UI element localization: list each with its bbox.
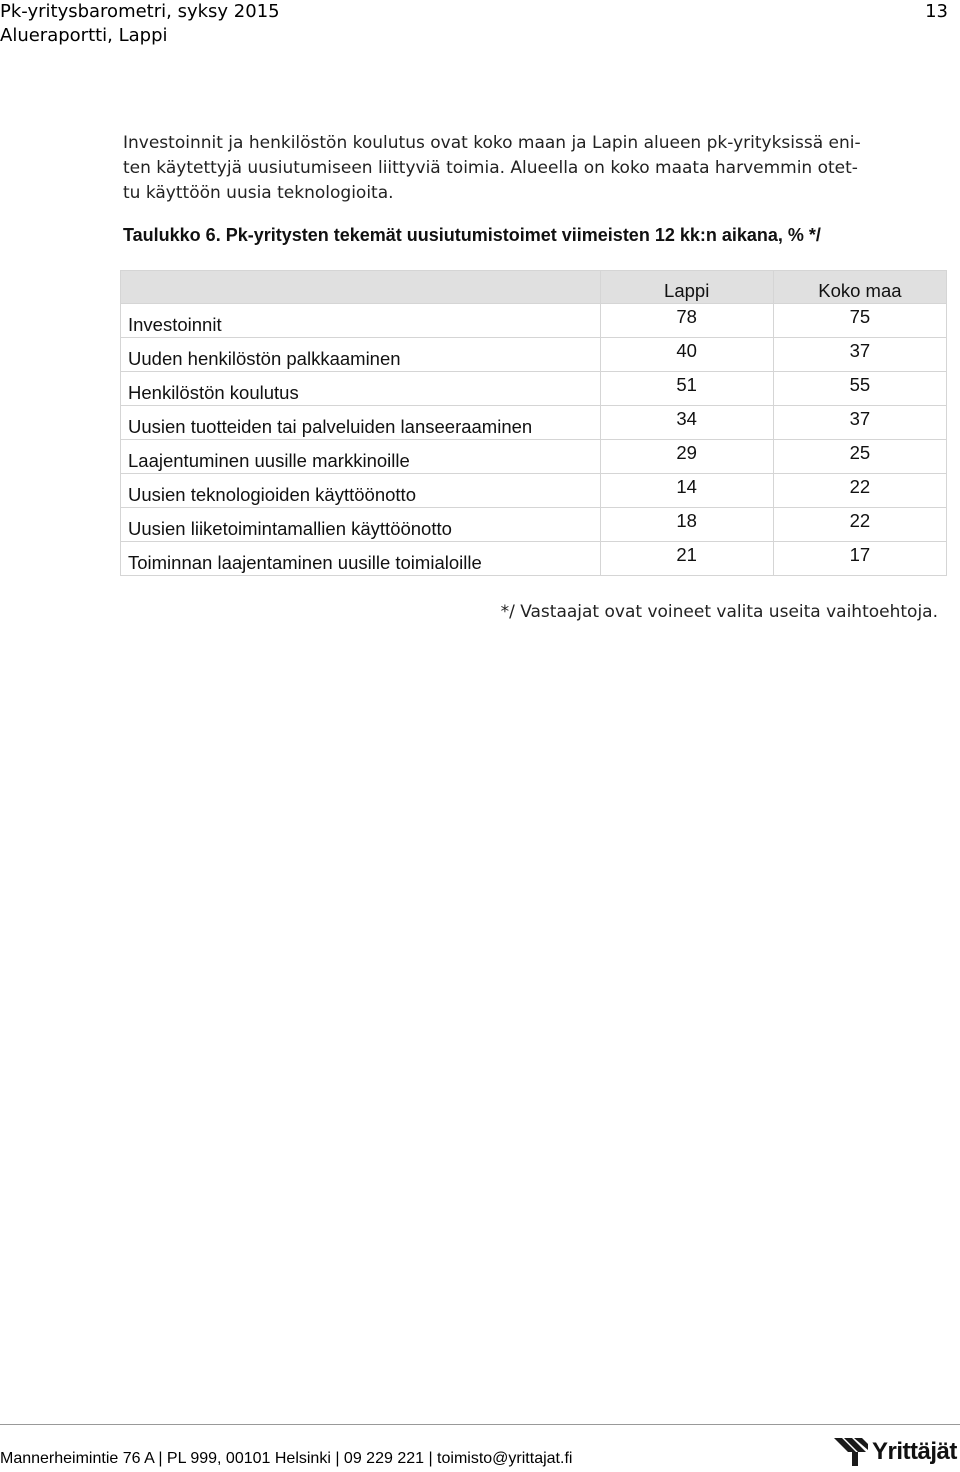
lappi-value: 18	[600, 508, 773, 542]
renewal-actions-table	[120, 270, 947, 576]
table-row	[121, 372, 947, 406]
table-row	[121, 542, 947, 576]
row-label: Laajentuminen uusille markkinoille	[121, 440, 601, 474]
intro-line: tu käyttöön uusia teknologioita.	[123, 183, 394, 203]
intro-line: ten käytettyjä uusiutumiseen liittyviä toimia. Alueella on koko maata harvemmin otet-	[123, 158, 858, 178]
document-title: Pk-yritysbarometri, syksy 2015	[0, 1, 280, 22]
table-footnote: */ Vastaajat ovat voineet valita useita vaihtoehtoja.	[500, 602, 938, 622]
yrittajat-logo-icon	[834, 1436, 870, 1468]
intro-line: Investoinnit ja henkilöstön koulutus ovat koko maan ja Lapin alueen pk-yrityksissä eni-	[123, 133, 861, 153]
logo-wordmark: Yrittäjät	[872, 1438, 957, 1465]
footer-divider	[0, 1424, 960, 1425]
koko-maa-value: 25	[773, 440, 946, 474]
lappi-value: 34	[600, 406, 773, 440]
table-caption: Taulukko 6. Pk-yritysten tekemät uusiutumistoimet viimeisten 12 kk:n aikana, % */	[123, 225, 821, 245]
row-label: Henkilöstön koulutus	[121, 372, 601, 406]
column-header-koko-maa: Koko maa	[773, 271, 946, 304]
row-label: Investoinnit	[121, 304, 601, 338]
intro-paragraph	[123, 131, 913, 206]
footer-contact: Mannerheimintie 76 A | PL 999, 00101 Helsinki | 09 229 221 | toimisto@yrittajat.fi	[0, 1450, 573, 1467]
lappi-value: 40	[600, 338, 773, 372]
row-label: Uusien tuotteiden tai palveluiden lanseeraaminen	[121, 406, 601, 440]
table-row	[121, 338, 947, 372]
table-row	[121, 508, 947, 542]
table-row	[121, 440, 947, 474]
lappi-value: 51	[600, 372, 773, 406]
lappi-value: 29	[600, 440, 773, 474]
page-number: 13	[925, 1, 948, 22]
koko-maa-value: 55	[773, 372, 946, 406]
lappi-value: 78	[600, 304, 773, 338]
row-label: Uusien teknologioiden käyttöönotto	[121, 474, 601, 508]
koko-maa-value: 17	[773, 542, 946, 576]
column-header-lappi: Lappi	[600, 271, 773, 304]
koko-maa-value: 22	[773, 474, 946, 508]
document-header	[0, 0, 280, 48]
koko-maa-value: 22	[773, 508, 946, 542]
column-header-blank	[121, 271, 601, 304]
lappi-value: 21	[600, 542, 773, 576]
lappi-value: 14	[600, 474, 773, 508]
table-header-row	[121, 271, 947, 304]
koko-maa-value: 37	[773, 406, 946, 440]
table-row	[121, 474, 947, 508]
table-row	[121, 406, 947, 440]
row-label: Toiminnan laajentaminen uusille toimialoille	[121, 542, 601, 576]
row-label: Uuden henkilöstön palkkaaminen	[121, 338, 601, 372]
table-row	[121, 304, 947, 338]
koko-maa-value: 75	[773, 304, 946, 338]
row-label: Uusien liiketoimintamallien käyttöönotto	[121, 508, 601, 542]
yrittajat-logo	[834, 1436, 958, 1468]
koko-maa-value: 37	[773, 338, 946, 372]
document-subtitle: Alueraportti, Lappi	[0, 25, 168, 46]
